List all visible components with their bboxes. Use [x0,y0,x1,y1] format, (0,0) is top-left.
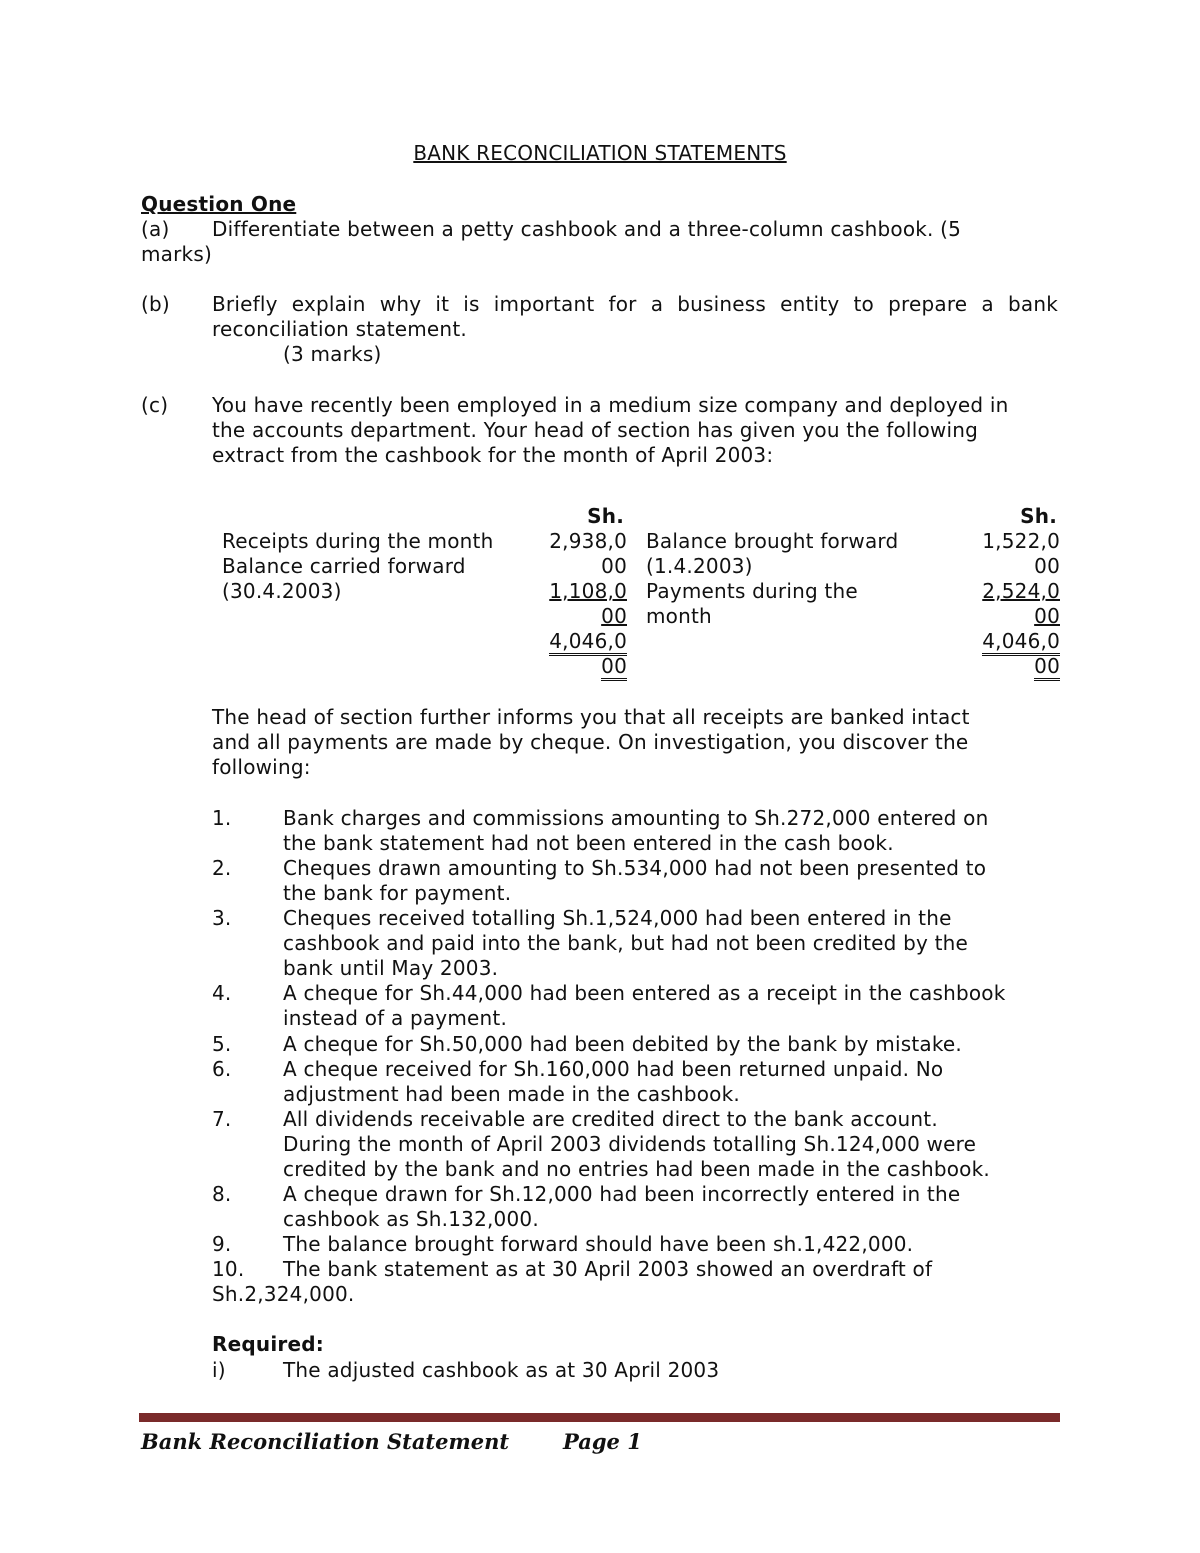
list-item-text: the bank statement had not been entered in the cash book. [283,831,894,855]
part-c-label: (c) [141,393,169,417]
part-c-text-line1: You have recently been employed in a medium size company and deployed in [212,393,1009,417]
part-a-text-line2: marks) [141,242,212,266]
part-c-text-line3: extract from the cashbook for the month of April 2003: [212,443,774,467]
list-item-text: A cheque drawn for Sh.12,000 had been incorrectly entered in the [283,1182,961,1206]
list-item-text: bank until May 2003. [283,956,499,980]
part-c-text-line2: the accounts department. Your head of section has given you the following [212,418,978,442]
cashbook-right-amount: 00 [1034,604,1060,628]
cashbook-right-desc: Payments during the [646,579,858,603]
list-item-text-wrap: Sh.2,324,000. [212,1282,355,1306]
cashbook-left-desc: Receipts during the month [222,529,494,553]
part-b-marks: (3 marks) [283,342,382,366]
further-text-line1: The head of section further informs you that all receipts are banked intact [212,705,970,729]
cashbook-right-total: 4,046,0 [982,629,1060,656]
list-item-number: 8. [212,1182,232,1206]
list-item-text: A cheque for Sh.44,000 had been entered as a receipt in the cashbook [283,981,1006,1005]
list-item-text: adjustment had been made in the cashbook. [283,1082,740,1106]
further-text-line3: following: [212,755,311,779]
cashbook-left-amount: 00 [601,604,627,628]
cashbook-left-desc: Balance carried forward [222,554,466,578]
cashbook-right-amount: 00 [1034,554,1060,578]
cashbook-right-amount: 1,522,0 [982,529,1060,553]
list-item-text: Cheques received totalling Sh.1,524,000 had been entered in the [283,906,952,930]
cashbook-left-total: 00 [601,654,627,681]
list-item-text: Cheques drawn amounting to Sh.534,000 had not been presented to [283,856,987,880]
footer-document-name: Bank Reconciliation Statement [141,1429,510,1454]
list-item-number: 2. [212,856,232,880]
cashbook-right-desc: (1.4.2003) [646,554,753,578]
part-b-text-line1: Briefly explain why it is important for a business entity to prepare a bank [212,292,1058,316]
cashbook-right-desc: month [646,604,712,628]
list-item-text: Bank charges and commissions amounting to Sh.272,000 entered on [283,806,989,830]
cashbook-left-desc: (30.4.2003) [222,579,342,603]
list-item-number: 5. [212,1032,232,1056]
list-item-text: During the month of April 2003 dividends totalling Sh.124,000 were [283,1132,977,1156]
cashbook-left-total: 4,046,0 [549,629,627,656]
list-item-number: 6. [212,1057,232,1081]
list-item-text: credited by the bank and no entries had been made in the cashbook. [283,1157,990,1181]
further-text-line2: and all payments are made by cheque. On investigation, you discover the [212,730,969,754]
required-item-text: The adjusted cashbook as at 30 April 2003 [283,1358,720,1382]
list-item-number: 10. [212,1257,245,1281]
required-item-label: i) [212,1358,226,1382]
list-item-number: 1. [212,806,232,830]
list-item-text: A cheque received for Sh.160,000 had been returned unpaid. No [283,1057,944,1081]
cashbook-right-amount: 2,524,0 [982,579,1060,603]
required-heading: Required: [212,1332,324,1356]
list-item-text: All dividends receivable are credited direct to the bank account. [283,1107,938,1131]
cashbook-right-total: 00 [1034,654,1060,681]
list-item-text: The balance brought forward should have been sh.1,422,000. [283,1232,914,1256]
part-a-label: (a) [141,217,170,241]
part-b-label: (b) [141,292,170,316]
list-item-number: 3. [212,906,232,930]
document-title: BANK RECONCILIATION STATEMENTS [413,141,787,165]
footer-page-number: Page 1 [563,1429,642,1454]
cashbook-left-header: Sh. [587,504,624,528]
cashbook-left-amount: 1,108,0 [549,579,627,603]
question-heading: Question One [141,192,297,216]
list-item-text: instead of a payment. [283,1006,508,1030]
cashbook-right-desc: Balance brought forward [646,529,899,553]
list-item-number: 7. [212,1107,232,1131]
cashbook-left-amount: 00 [601,554,627,578]
list-item-text: cashbook as Sh.132,000. [283,1207,539,1231]
list-item-text: cashbook and paid into the bank, but had not been credited by the [283,931,969,955]
cashbook-right-header: Sh. [1020,504,1057,528]
part-a-text-line1: Differentiate between a petty cashbook and a three-column cashbook. (5 [212,217,962,241]
list-item-text: the bank for payment. [283,881,512,905]
list-item-text: A cheque for Sh.50,000 had been debited by the bank by mistake. [283,1032,962,1056]
cashbook-left-amount: 2,938,0 [549,529,627,553]
list-item-number: 9. [212,1232,232,1256]
list-item-number: 4. [212,981,232,1005]
footer-divider [139,1413,1060,1422]
part-b-text-line2: reconciliation statement. [212,317,467,341]
list-item-text: The bank statement as at 30 April 2003 showed an overdraft of [283,1257,933,1281]
